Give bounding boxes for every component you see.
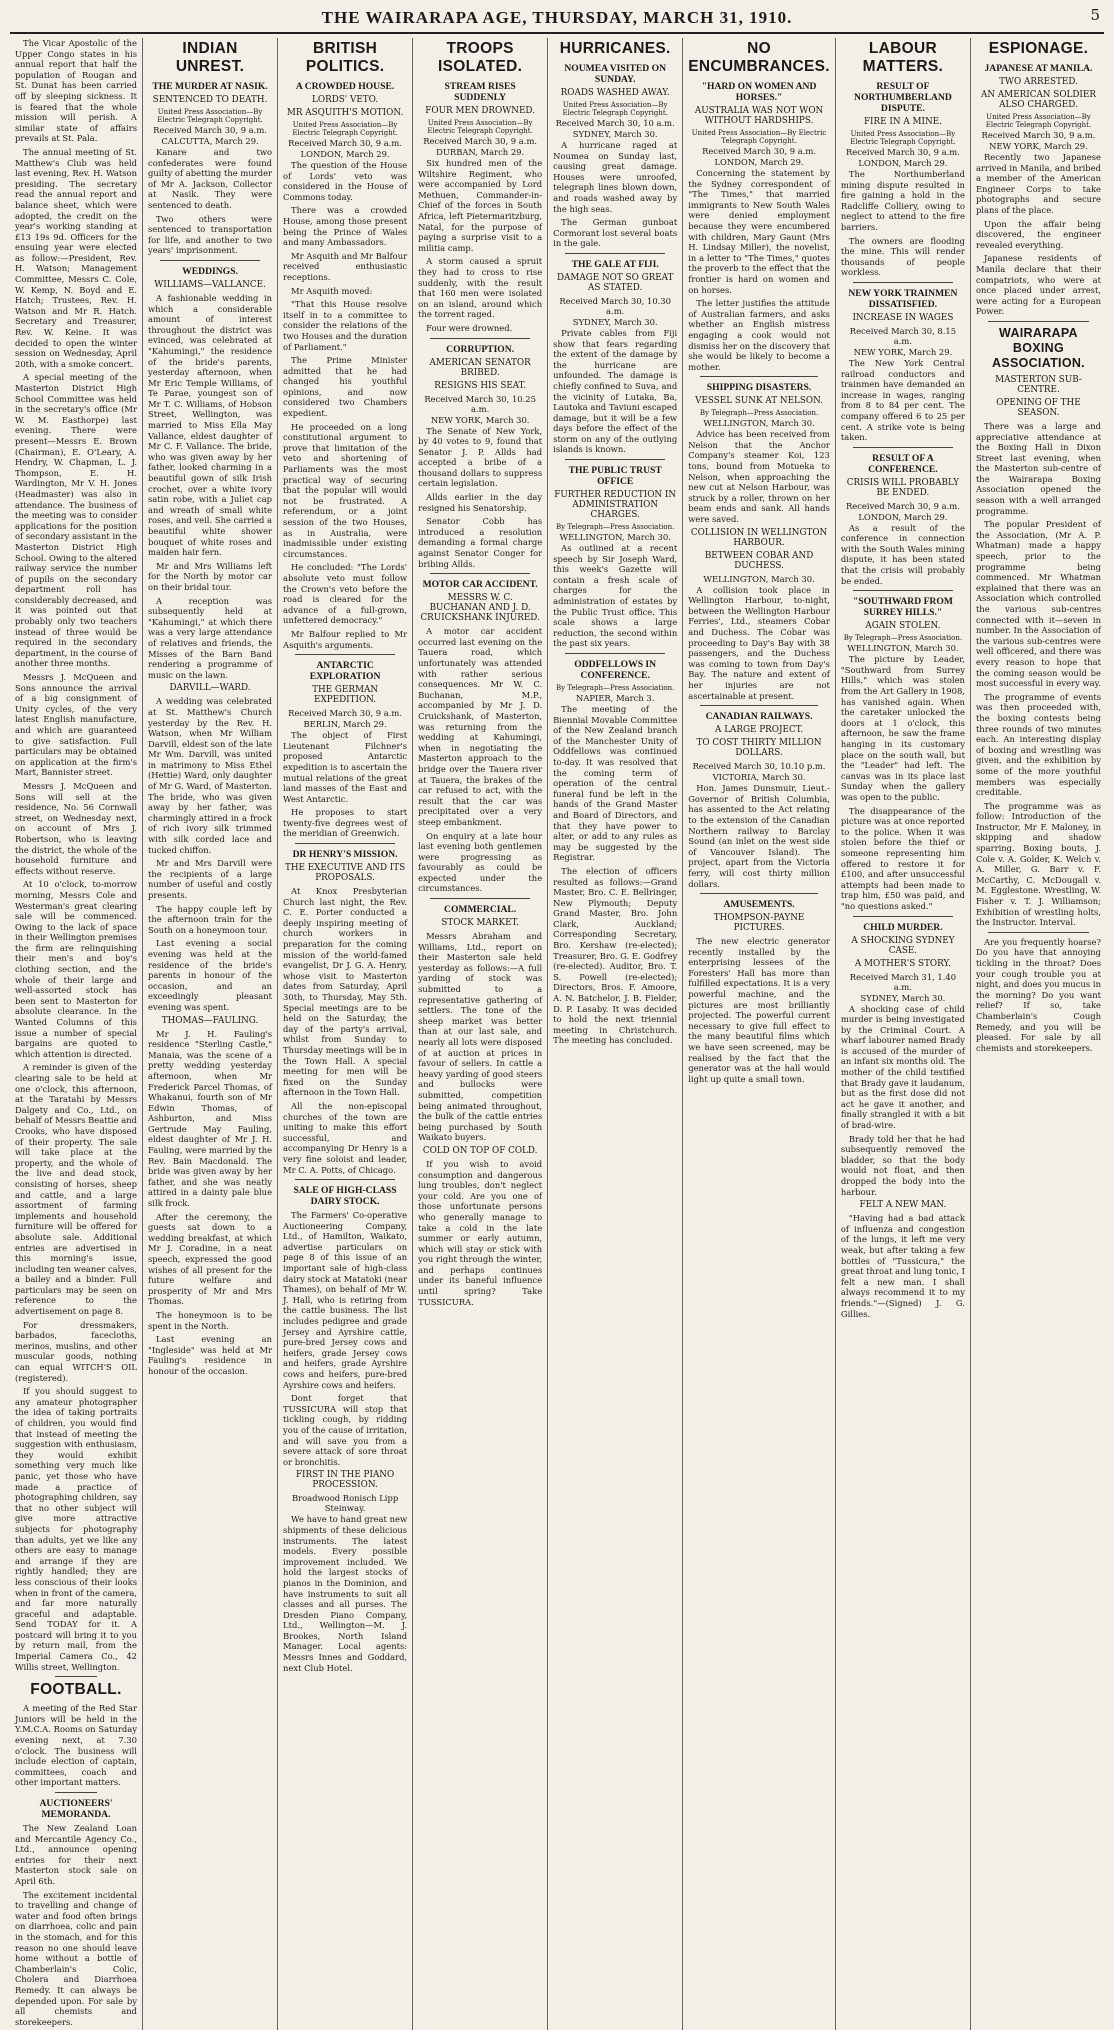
article-head: NEW YORK TRAINMEN DISSATISFIED. [848, 287, 958, 310]
article-head: RESULT OF A CONFERENCE. [868, 452, 938, 475]
article-sub: COLD ON TOP OF COLD. [422, 1145, 538, 1156]
article-head: ODDFELLOWS IN CONFERENCE. [574, 659, 657, 681]
paragraph: The programme was as follow: Introduction of the Instructor, Mr F. Maloney, in skipping and shadow sparring. Boxing bouts, J. Cole v. A. Golder, K. Welch v. A. Miller, G. Barr v. F. McCarthy, C. McDougall v. M. Egglestone. Wrestling, W. Fisher v. T. J. Williamson; Exhibition of wrestling holts, the Instructor. Interval. [975, 800, 1101, 928]
dateline: LONDON, March 29. [300, 149, 390, 159]
article-sub: VESSEL SUNK AT NELSON. [695, 396, 823, 407]
column-7 [836, 38, 971, 2030]
dateline: LONDON, March 29. [714, 157, 804, 167]
article-body [418, 426, 542, 570]
paragraph: Mr Asquith moved: [291, 285, 373, 296]
divider [853, 916, 953, 917]
paragraph: Mr and Mrs Williams left for the North by motor car on their bridal tour. [148, 560, 273, 592]
paragraph: For dressmakers, barbados, facecloths, merinos, muslins, and other muscular goods, nothing can equal WITCH'S OIL (registered). [15, 1319, 137, 1383]
piano-brands: Broadwood Ronisch Lipp Steinway. [291, 1493, 399, 1514]
paragraph: Concerning the statement by the Sydney correspondent of "The Times," that married immigrants to New South Wales were denied employment because they were encumbered with children, Mary Gaunt (Mrs H. Lindsay Miller), the novelist, in a letter to "The Times," quotes the proverb to the effect that the frontier is hard on women and on horses. [688, 168, 830, 295]
column-5 [548, 38, 683, 2030]
divider [700, 376, 818, 377]
article-sub: DARVILL—WARD. [169, 683, 251, 694]
paragraph: On enquiry at a late hour last evening both gentlemen were progressing as favourably as could be expected under the circumstances. [418, 830, 543, 894]
received-line: Received March 31, 1.40 a.m. [849, 971, 957, 992]
article-sub: AN AMERICAN SOLDIER ALSO CHARGED. [980, 90, 1096, 110]
divider [853, 447, 953, 448]
article-body [841, 654, 965, 911]
paragraph: The German gunboat Cormorant lost several boats in the gale. [553, 217, 678, 249]
paragraph: Mr Balfour replied to Mr Asquith's arguments. [283, 628, 408, 650]
paragraph: The New Zealand Loan and Mercantile Agency Co., Ltd., announce opening entries for their next Masterton stock sale on April 6th. [15, 1823, 137, 1886]
divider [295, 654, 395, 655]
received-line: Received March 30, 10.25 a.m. [424, 393, 536, 414]
dateline: NEW YORK, March 29. [989, 141, 1088, 151]
received-line: Received March 30, 9 a.m. [981, 130, 1096, 140]
article-sub: THE GERMAN EXPEDITION. [312, 685, 379, 706]
article-credit: By Telegraph—Press Association. [843, 634, 963, 643]
article-head: "SOUTHWARD FROM SURREY HILLS." [852, 596, 953, 619]
article-credit: United Press Association—By Electric Telegraph Copyright. [562, 101, 668, 117]
divider [565, 459, 665, 460]
article-body [553, 543, 677, 649]
article-sub: COLLISION IN WELLINGTON HARBOUR. [690, 527, 828, 548]
dateline: CALCUTTA, March 29. [161, 136, 259, 146]
paragraph: The object of First Lieutenant Filchner's proposed Antarctic expedition is to ascertain the mutual relations of the great land masses of the East and West Antarctic. [283, 730, 408, 804]
article-body [688, 168, 830, 372]
paragraph: A reminder is given of the clearing sale to be held at one o'clock, this afternoon, at the Taratahi by Messrs Dalgety and Co., Ltd., on behalf of Messrs Beattie and Crooks, who have disposed of their property. The sale will take place at the property, and the whole of the live and dead stock, consisting of horses, sheep and cattle, and a large assortment of farming implements and household furniture will be offered for absolute sale. Additional entries are advertised in this morning's issue, including ten weaner calves, a bailey and a binder. Full particulars may be seen on reference to the advertisement on page 8. [15, 1062, 137, 1317]
article-body [841, 169, 965, 278]
paragraph: A reception was subsequently held at "Kahumingi," at which there was a very large attendance of relatives and friends, the Misses of the Barn Band rendering a programme of music on the lawn. [148, 595, 273, 680]
article-head: COMMERCIAL. [444, 904, 517, 916]
paragraph: Messrs J. McQueen and Sons announce the arrival of a big consignment of Unity cycles, of the very latest English manufacture, and which are guaranteed to give satisfaction. Full particulars may be obtained on application at the firm's Mart, Bannister street. [15, 672, 137, 778]
paragraph: The annual meeting of St. Matthew's Club was held last evening, Rev. H. Watson presiding. The secretary read the annual report and balance sheet, which were adopted, the credit on the year's working standing at £13 19s 9d. Officers for the ensuing year were elected as follow:—President, Rev. H. Watson; Management Committee, Messrs C. Cole, W. Kemp, N. Boyd and E. Hatch; Trustees, Rev. H. Watson and Mr R. Hatch. Secretary and Treasurer, Rev. W. Keine. It was decided to open the winter session on Wednesday, April 20th, with a smoke concert. [15, 146, 137, 369]
paragraph: Senator Cobb has introduced a resolution demanding a formal charge against Senator Conger for bribing Allds. [418, 516, 543, 569]
article-body: Are you frequently hoarse? Do you have that annoying tickling in the throat? Does your cough trouble you at night, and does you mucus in the morning? Do you want relief? If so, take Chamberlain's Cough Remedy, and you will be pleased. For sale by all chemists and storekeepers. [975, 936, 1101, 1053]
paragraph: The Northumberland mining dispute resulted in fire gaining a hold in the Radcliffe Colliery, owing to neglect to attend to the fire barriers. [840, 169, 965, 232]
article-sub: RESIGNS HIS SEAT. [434, 380, 527, 391]
divider [160, 260, 260, 261]
article-body [418, 626, 542, 894]
received-line: Received March 30, 10 a.m. [555, 118, 675, 128]
article-body [976, 421, 1101, 928]
article-body [148, 147, 272, 256]
article-sub: FOUR MEN DROWNED. [425, 106, 535, 116]
dateline: BERLIN, March 29. [303, 719, 387, 730]
paragraph: The Prime Minister admitted that he had changed his youthful opinions, and now considered two Chambers expedient. [283, 355, 408, 419]
article-head: JAPANESE AT MANILA. [984, 63, 1093, 74]
football-heading: FOOTBALL. [30, 1681, 122, 1699]
paragraph: The honeymoon is to be spent in the North. [148, 1309, 273, 1331]
paragraph: The letter justifies the attitude of Australian farmers, and asks whether an English mistress engaging a cook would not dismiss her on the discovery that she would be likely to become a mother. [688, 298, 830, 372]
received-line: Received March 30, 8.15 a.m. [849, 325, 957, 346]
article-head: THE MURDER AT NASIK. [152, 81, 268, 92]
masthead-title: THE WAIRARAPA AGE, THURSDAY, MARCH 31, 1910. [321, 8, 793, 27]
divider [295, 1179, 395, 1180]
article-head: THE GALE AT FIJI. [571, 258, 659, 270]
paragraph: Last evening a social evening was held at the residence of the bride's parents in honour of the occasion, and an exceedingly pleasant evening was spent. [148, 938, 273, 1012]
columns [10, 38, 1106, 2027]
paragraph: A storm caused a spruit they had to cross to rise suddenly, with the result that 160 men were isolated on an island, around which the torrent raged. [418, 256, 543, 320]
article-body [976, 152, 1101, 317]
column-6 [683, 38, 836, 2030]
paragraph: He concluded: "The Lords' absolute veto must follow the Crown's veto before the road is cleared for the advance of a full-grown, unfettered democracy." [283, 562, 408, 626]
paragraph: At Knox Presbyterian Church last night, the Rev. C. E. Porter conducted a deeply inspiring meeting of church workers in preparation for the coming mission of the world-famed evangelist, Dr J. G. A. Henry, whose visit to Masterton dates from Saturday, April 30th, to Thursday, May 5th. Special meetings are to be held on the Saturday, the day of the party's arrival, whilst from Sunday to Thursday meetings will be in the Town Hall. A special meeting for men will be fixed on the Sunday afternoon in the Town Hall. [283, 886, 408, 1098]
paragraph: Mr and Mrs Darvill were the recipients of a large number of useful and costly presents. [148, 858, 273, 900]
paragraph: The New York Central railroad conductors and trainmen have demanded an increase in wages, ranging from 8 to 84 per cent. The company offered 6 to 25 per cent. A strike vote is being taken. [840, 357, 965, 443]
paragraph: There was a large and appreciative attendance at the Boxing Hall in Dixon Street last evening, when the Masterton sub-centre of the Wairarapa Boxing Association opened the season with a well arranged programme. [975, 420, 1101, 516]
boxing-heading: WAIRARAPA BOXING ASSOCIATION. [991, 325, 1085, 370]
article-sub: LORDS' VETO. [312, 95, 379, 105]
article-sub: STOCK MARKET. [441, 918, 519, 929]
article-head: CORRUPTION. [446, 343, 515, 355]
paragraph: A collision took place in Wellington Harbour, to-night, between the Wellington Harbour Ferries', Ltd., steamers Cobar and Duchess. The Cobar was proceeding to Day's Bay with 38 passengers, and the Duchess was coming to town from Day's Bay. The nature and extent of her injuries are not ascertainable at present. [688, 584, 830, 701]
article-sub: THOMAS—FAULING. [161, 1015, 259, 1026]
article-head: MOTOR CAR ACCIDENT. [422, 579, 538, 591]
paragraph: Kanare and two confederates were found guilty of abetting the murder of Mr A. Jackson, Collector at Nasik. They were sentenced to death. [148, 147, 273, 210]
dateline: NEW YORK, March 30. [430, 414, 530, 425]
british-politics-heading: BRITISH POLITICS. [305, 40, 385, 75]
received-line: Received March 30, 10.10 p.m. [692, 761, 826, 772]
column-4 [413, 38, 548, 2030]
article-body: "Having had a bad attack of influenza and congestion of the lungs, it left me very weak, but after taking a few bottles of "Tussicura," the great throat and lung tonic, I felt a new man. I shall always recommend it to my friends."—(Signed) J. G. Gillies. [840, 1213, 965, 1319]
paragraph: The disappearance of the picture was at once reported to the police. When it was stolen before the thief or someone representing him offered to restore it for £100, and after unsuccessful attempts had been made to trap him, £50 was paid, and "no questions asked." [840, 805, 965, 911]
article-head: ANTARCTIC EXPLORATION [309, 660, 381, 683]
paragraph: The picture by Leader, "Southward from Surrey Hills," which was stolen from the Art Gallery in 1908, has vanished again. When the caretaker unlocked the doors at 1 o'clock, this afternoon, he saw the frame hanging in its customary place on the south wall, but the "Leader" had left. The canvas was in its place last Sunday when the gallery was open to the public. [840, 654, 965, 802]
article-sub: AUSTRALIA WAS NOT WON WITHOUT HARDSHIPS. [694, 106, 824, 126]
article-body [688, 936, 830, 1084]
article-credit: By Telegraph—Press Association. [699, 409, 819, 418]
paragraph: Advice has been received from Nelson that the Anchor Company's steamer Koi, 123 tons, bound from Motueka to Nelson, when approaching the new cut at Nelson Harbour, was struck by a roller, thrown on her beam ends and sank. All hands were saved. [688, 429, 830, 525]
received-line: Received March 30, 10.30 a.m. [559, 295, 671, 316]
article-sub: THOMPSON-PAYNE PICTURES. [713, 913, 805, 934]
article-head: CHILD MURDER. [863, 921, 943, 933]
paragraph: If you should suggest to any amateur photographer the idea of taking portraits of children, you would find that instead of meeting the suggestion with enthusiasm, they would exhibit something very much like panic, yet those who have made a practice of photographing children, say that no other subject will give more attractive subjects for photography than adults, yet we like any others are easy to manage and arrange if they are rightly handled; they are less conscious of their looks when in front of the camera, and far more naturally graceful and adaptable. Send TODAY for it. A postcard will bring it to you by return mail, from the Imperial Camera Co., 42 Willis street, Wellington. [15, 1386, 137, 1672]
dateline: WELLINGTON, March 30. [847, 643, 959, 654]
article-body [688, 783, 830, 889]
paragraph: All the non-episcopal churches of the town are uniting to make this effort successful, and accompanying Dr Henry is a very fine soloist and leader, Mr C. A. Potts, of Chicago. [283, 1100, 408, 1175]
article-head: SHIPPING DISASTERS. [706, 382, 812, 394]
article-body [283, 160, 407, 650]
article-credit: By Telegraph—Press Association. [556, 523, 675, 532]
article-sub: SENTENCED TO DEATH. [152, 95, 268, 105]
article-body [283, 886, 407, 1175]
article-sub: FIRST IN THE PIANO PROCESSION. [295, 1470, 395, 1491]
article-body [841, 358, 965, 443]
received-line: Received March 30, 9 a.m. [423, 136, 538, 146]
article-body [688, 429, 830, 524]
paragraph: A special meeting of the Masterton District High School Committee was held in the secretary's office (Mr W. M. Easthorpe) last evening. There were present—Messrs E. Brown (Chairman), E. O'Leary, A. Hendry, W. Chapman, L. J. Thompson, E. H. Wardington, Mr V. H. Jones (Headmaster) was also in attendance. The business of the meeting was to consider applications for the position of secondary assistant in the Masterton District High School. Owing to the altered railway service the number of pupils on the secondary department roll has considerably decreased, and it was pointed out that probably only two teachers instead of three would be required in the secondary department, in the course of another three months. [15, 372, 137, 669]
article-credit: United Press Association—By Electric Telegraph Copyright. [157, 108, 263, 124]
divider [430, 338, 530, 339]
paragraph: Two others were sentenced to transportation for life, and another to two years' imprisonment. [148, 213, 273, 256]
article-body [148, 1029, 272, 1377]
article-sub: TO COST THIRTY MILLION DOLLARS. [696, 738, 822, 759]
paragraph: A motor car accident occurred last evening on the Tauera road, which unfortunately was attended with rather serious consequences. Mr W. C. Buchanan, M.P., accompanied by Mr J. D. Cruickshank, of Masterton, was returning from the wedding at Kahumingi, when in negotiating the Masterton approach to the bridge over the Tauera river at Tauera, the brakes of the car refused to act, with the result that the car was precipitated over a very steep embankment. [418, 626, 543, 827]
article-credit: United Press Association—By Electric Telegraph Copyright. [850, 130, 956, 146]
article-body: If you wish to avoid consumption and dangerous lung troubles, don't neglect your cold. Are you one of those unfortunate persons who generally manage to take a cold in the late summer or early autumn, which will stay or stick with you right through the winter, and perhaps continues under its baneful influence until spring? Take TUSSICURA. [418, 1158, 543, 1307]
article-sub: A MOTHER'S STORY. [854, 958, 951, 969]
received-line: Received March 30, 9 a.m. [702, 146, 816, 156]
paragraph: As outlined at a recent speech by Sir Joseph Ward, this week's Gazette will contain a fresh scale of charges for the administration of estates by the Public Trust office. This scale shows a large reduction, the second within the past six years. [553, 543, 678, 649]
paragraph: Recently two Japanese arrived in Manila, and bribed a member of the American Engineer Corps to take photographs and secure plans of the place. [975, 152, 1101, 215]
column-2 [143, 38, 278, 2030]
article-body [418, 931, 542, 1143]
article-credit: United Press Association—By Electric Telegraph Copyright. [691, 129, 827, 145]
paragraph: Dont forget that TUSSICURA will stop that tickling cough, by ridding you of the cause of irritation, and will save you from a severe attack of sore throat or bronchitis. [283, 1393, 408, 1467]
article-credit: United Press Association—By Electric Telegraph Copyright. [985, 113, 1092, 129]
article-sub: TWO ARRESTED. [999, 77, 1078, 87]
divider [55, 1676, 97, 1677]
article-body [418, 158, 542, 334]
paragraph: "That this House resolve itself in to a committee to consider the relations of the two Houses and the duration of Parliament." [283, 299, 408, 352]
divider [430, 898, 530, 899]
divider [295, 843, 395, 844]
paragraph: Mr Asquith and Mr Balfour received enthusiastic receptions. [283, 250, 408, 282]
col1-paragraphs [15, 38, 137, 1672]
article-credit: United Press Association—By Electric Telegraph Copyright. [292, 121, 398, 137]
paragraph: The programme of events was then proceeded with, the boxing contests being three rounds of two minutes each. An interesting display of boxing and wrestling was given, and the exhibition by some of the more youthful members was especially creditable. [975, 691, 1101, 798]
article-sub: MR ASQUITH'S MOTION. [286, 108, 404, 118]
article-head: SALE OF HIGH-CLASS DAIRY STOCK. [293, 1185, 397, 1208]
article-credit: By Telegraph—Press Association. [556, 684, 675, 692]
article-body [553, 140, 677, 249]
paragraph: He proceeded on a long constitutional argument to prove that limitation of the veto and shortening of Parliaments was the most practical way of securing that the popular will would not be frustrated. A referendum, or a joint session of the two Houses, as in Australia, were inadmissible under existing circumstances. [283, 421, 408, 559]
paragraph: Japanese residents of Manila declare that their compatriots, who were at once placed under arrest, were acting for a European Power. [975, 253, 1101, 317]
indian-unrest-heading: INDIAN UNREST. [175, 40, 245, 75]
article-sub: INCREASE IN WAGES [852, 312, 954, 323]
no-encumbrances-heading: NO ENCUMBRANCES. [688, 40, 830, 75]
divider [565, 653, 665, 654]
dateline: SYDNEY, March 30. [572, 129, 658, 139]
labour-matters-heading: LABOUR MATTERS. [862, 40, 944, 75]
paragraph: The happy couple left by the afternoon train for the South on a honeymoon tour. [148, 903, 273, 935]
article-head: STREAM RISES SUDDENLY [444, 81, 516, 103]
auctioneers-heading: AUCTIONEERS' MEMORANDA. [39, 1798, 113, 1820]
weddings-heading: WEDDINGS. [182, 265, 238, 277]
divider [988, 932, 1089, 933]
football-text: A meeting of the Red Star Juniors will be held in the Y.M.C.A. Rooms on Saturday evening next, at 7.30 o'clock. The business will include election of captain, committees, coach and other important matters. [15, 1703, 137, 1788]
article-sub: OPENING OF THE SEASON. [996, 397, 1081, 418]
article-head: RESULT OF NORTHUMBERLAND DISPUTE. [854, 81, 952, 114]
paragraph: The new electric generator recently installed by the enterprising lessees of the Foresters' Hall has more than fulfilled expectations. It is a very powerful machine, and the pictures are most brilliantly projected. The powerful current necessary to give full effect to the many beautiful films which we have seen screened, may be realised by the fact that the generator was at the hall would light up quite a small town. [688, 936, 830, 1084]
divider [988, 321, 1089, 322]
article-body [148, 696, 272, 1012]
paragraph: After the ceremony, the guests sat down to a wedding breakfast, at which Mr J. Coradine, in a neat speech, expressed the good wishes of all present for the future welfare and prosperity of Mr and Mrs Thomas. [148, 1211, 273, 1307]
dateline: WELLINGTON, March 30. [703, 418, 815, 429]
received-line: Received March 30, 9 a.m. [288, 138, 402, 148]
column-8 [971, 38, 1106, 2030]
article-head: A CROWDED HOUSE. [295, 81, 395, 92]
paragraph: A wedding was celebrated at St. Matthew's Church yesterday by the Rev. H. Watson, when Mr William Darvill, eldest son of the late Mr Wm. Darvill, was united in matrimony to Miss Ethel (Hettie) Ward, only daughter of Mr G. Ward, of Masterton. The bride, who was given away by her father, was charmingly attired in a frock of rich ivory silk trimmed with silk corded lace and tucked chiffon. [148, 696, 273, 855]
paragraph: The election of officers resulted as follows:—Grand Master, Bro. C. E. Bellringer, New Plymouth; Deputy Grand Master, Bro. John Clark, Auckland; Corresponding Secretary, Bro. Kershaw (re-elected); Treasurer, Bro. G. E. Godfrey (re-elected). Auditor, Bro. T. S. Powell (re-elected); Directors, Bros. F. Amoore, A. N. Batchelor, J. B. Fielder, D. P. Lasaby. It was decided to hold the next triennial meeting in Christchurch. The meeting has concluded. [553, 865, 678, 1046]
article-body: We have to hand great new shipments of these delicious instruments. The latest models. Every possible improvement included. We hold the largest stocks of pianos in the Dominion, and have instruments to suit all classes and all purses. The Dresden Piano Company, Ltd., Wellington—M. J. Brookes, North Island Manager. Local agents: Messrs Innes and Goddard, next Club Hotel. [283, 1514, 408, 1673]
dateline: NEW YORK, March 29. [853, 346, 953, 357]
article-head: "HARD ON WOMEN AND HORSES." [701, 81, 817, 103]
article-sub: MASTERTON SUB-CENTRE. [995, 374, 1082, 395]
paragraph: Hon. James Dunsmuir, Lieut.-Governor of British Columbia, has assented to the Act relating to the extension of the Canadian Northern railway to Barclay Sound (an inlet on the west side of Vancouver Island). The project, apart from the Victoria ferry, will cost thirty million dollars. [688, 783, 830, 889]
paragraph: A shocking case of child murder is being investigated by the Criminal Court. A wharf labourer named Brady is accused of the murder of an infant six months old. The mother of the child testified that Brady gave it laudanum, but as the first dose did not act he gave it another, and finally strangled it with a bit of brad-wire. [840, 1003, 965, 1131]
received-line: Received March 30, 9 a.m. [153, 125, 267, 135]
article-head: THE PUBLIC TRUST OFFICE [568, 465, 662, 488]
paragraph: The Farmers' Co-operative Auctioneering Company, Ltd., of Hamilton, Waikato, advertise particulars on page 8 of this issue of an important sale of high-class dairy stock at Matatoki (near Thames), on behalf of Mr W. J. Hall, who is retiring from the cattle business. The list includes pedigree and grade Jersey and Ayrshire cattle, pure-bred Jersey cows and heifers, grade Jersey cows and heifers, grade Ayrshire cows and heifers, pure-bred Ayrshire cows and heifers. [283, 1210, 408, 1390]
paragraph: As a result of the conference in connection with the South Wales mining dispute, it has been stated that the crisis will probably be ended. [840, 522, 965, 586]
article-body [841, 523, 965, 587]
article-sub: AGAIN STOLEN. [865, 621, 941, 632]
paragraph: A fashionable wedding in which a considerable amount of interest throughout the district was evinced, was celebrated at "Kahumingi," the residence of the bride's parents, yesterday afternoon, when Mr Eric Temple Williams, of Te Parae, youngest son of Mr T. C. Williams, of Hobson Street, Wellington, was married to Miss Ella May Vallance, eldest daughter of Mr C. F. Vallance. The bride, who was given away by her father, looked charming in a beautiful gown of silk Irish crochet, over a white ivory satin robe, with a Juliet cap and wreath of small white roses, and veil. She carried a beautiful white shower bouquet of white roses and maiden hair fern. [148, 292, 273, 558]
paragraph: Upon the affair being discovered, the engineer revealed everything. [975, 218, 1101, 250]
article-body [841, 1004, 965, 1198]
article-credit: United Press Association—By Electric Telegraph Copyright. [427, 119, 533, 135]
received-line: Received March 30, 9 a.m. [288, 708, 402, 719]
column-3 [278, 38, 413, 2030]
masthead [10, 4, 1104, 34]
hurricanes-heading: HURRICANES. [559, 40, 671, 57]
paragraph: Messrs J. McQueen and Sons will sell at the residence, No. 56 Cornwall street, on Wednesday next, on account of Mrs J. Robertson, who is leaving the district, the whole of the household furniture and effects without reserve. [15, 780, 137, 876]
paragraph: The owners are flooding the mine. This will render thousands of people workless. [840, 235, 965, 278]
divider [853, 590, 953, 591]
dateline: WELLINGTON, March 30. [703, 573, 815, 584]
article-sub: AMERICAN SENATOR BRIBED. [429, 357, 531, 378]
divider [700, 705, 818, 706]
article-head: NOUMEA VISITED ON SUNDAY. [564, 63, 667, 85]
article-sub: FELT A NEW MAN. [859, 1200, 947, 1211]
received-line: Received March 30, 9 a.m. [845, 147, 960, 157]
paragraph: Allds earlier in the day resigned his Senatorship. [418, 492, 543, 513]
paragraph: Four were drowned. [426, 322, 513, 333]
paragraph: There was a crowded House, among those present being the Prince of Wales and many Ambassadors. [283, 205, 408, 248]
dateline: LONDON, March 29. [858, 158, 948, 168]
article-body [553, 328, 677, 455]
article-sub: ROADS WASHED AWAY. [560, 88, 670, 98]
article-body [553, 704, 677, 1046]
article-sub: A SHOCKING SYDNEY CASE. [851, 935, 955, 956]
article-head: DR HENRY'S MISSION. [292, 849, 398, 861]
article-sub: THE EXECUTIVE AND ITS PROPOSALS. [284, 863, 406, 884]
troops-isolated-heading: TROOPS ISOLATED. [438, 40, 523, 75]
espionage-heading: ESPIONAGE. [988, 40, 1089, 57]
dateline: NAPIER, March 3. [576, 693, 655, 703]
article-sub: A LARGE PROJECT. [715, 725, 804, 736]
divider [700, 893, 818, 894]
column-1 [10, 38, 143, 2030]
article-sub: DAMAGE NOT SO GREAT AS STATED. [556, 272, 674, 293]
dateline: SYDNEY, March 30. [860, 992, 946, 1003]
dateline: VICTORIA, March 30. [712, 772, 806, 783]
divider [55, 1792, 97, 1793]
paragraph: A hurricane raged at Noumea on Sunday last, causing great damage. Houses were unroofed, telegraph lines blown down, and roads washed away by the high seas. [553, 140, 678, 214]
article-sub: WILLIAMS—VALLANCE. [154, 279, 266, 290]
dateline: WELLINGTON, March 30. [559, 532, 671, 543]
paragraph: The Vicar Apostolic of the Upper Congo states in his annual report that half the population of Rougan and St. Dunat has been carried off by sleeping sickness. It is feared that the whole mission will perish. A similar state of affairs prevails at St. Pala. [15, 38, 137, 144]
article-sub: BETWEEN COBAR AND DUCHESS. [704, 550, 814, 571]
divider [430, 573, 530, 574]
paragraph: Last evening an "Ingleside" was held at Mr Fauling's residence in honour of the occasion. [148, 1334, 273, 1376]
dateline: LONDON, March 29. [858, 511, 948, 522]
dateline: SYDNEY, March 30. [572, 316, 658, 327]
divider [853, 282, 953, 283]
article-head: CANADIAN RAILWAYS. [705, 711, 813, 723]
received-line: Received March 30, 9 a.m. [845, 500, 960, 511]
article-sub: FURTHER REDUCTION IN ADMINISTRATION CHARGES. [554, 490, 677, 521]
paragraph: The Senate of New York, by 40 votes to 9, found that Senator J. P. Allds had accepted a bribe of a thousand dollars to suppress certain legislation. [418, 425, 543, 489]
article-body [688, 585, 830, 702]
article-body [283, 730, 407, 839]
article-sub: CRISIS WILL PROBABLY BE ENDED. [846, 477, 960, 498]
auctioneers-text [15, 1823, 137, 2027]
paragraph: He proposes to start twenty-five degrees west of the meridian of Greenwich. [283, 807, 408, 839]
page-number: 5 [1090, 6, 1100, 24]
paragraph: At 10 o'clock, to-morrow morning, Messrs Cole and Westerman's great clearing sale will be commenced. Owing to the lack of space in their Wellington premises the firm are relinquishing their men's and boy's clothing section, and the whole of their large and well-assorted stock has been sent to Masterton for absolute clearance. In the Wanted Columns of this issue a number of special bargains are quoted to which attention is directed. [15, 879, 137, 1059]
paragraph: Messrs Abraham and Williams, Ltd., report on their Masterton sale held yesterday as follows:—A full yarding of stock was submitted to a representative gathering of settlers. The tone of the sheep market was better than at our last sale, and nearly all lots were disposed of at auction at prices in favour of sellers. In cattle a heavy yarding of good steers and bullocks were submitted, competition being animated throughout, the bulk of the cattle entries being purchased by South Waikato buyers. [418, 931, 543, 1143]
article-sub: FIRE IN A MINE. [863, 117, 942, 127]
dateline: DURBAN, March 29. [436, 147, 525, 157]
article-sub: MESSRS W. C. BUCHANAN AND J. D. CRUICKSHANK INJURED. [420, 593, 540, 624]
paragraph: Private cables from Fiji show that fears regarding the extent of the damage by the hurricane are unfounded. The damage is chiefly confined to Suva, and the vicinity of Lutaka, Ba, Lautoka and Taviuni escaped damage, but it will be a few days before the effect of the storm on any of the outlying islands is known. [553, 327, 678, 455]
article-body [283, 1210, 407, 1467]
paragraph: Mr J. H. Fauling's residence "Sterling Castle," Manaia, was the scene of a pretty wedding yesterday afternoon, when Mr Frederick Parcel Thomas, of Whakanui, fourth son of Mr Edwin Thomas, of Ashburton, and Miss Gertrude May Fauling, eldest daughter of Mr J. H. Fauling, were married by the Rev. Bain Macdonald. The bride was given away by her father, and she was neatly attired in a dainty pale blue silk frock. [148, 1028, 273, 1209]
article-body [148, 293, 272, 680]
paragraph: Six hundred men of the Wiltshire Regiment, who were accompanied by Lord Methuen, Commander-in-Chief of the forces in South Africa, left Pietermaritzburg, Natal, for the purpose of paying a surprise visit to a militia camp. [418, 158, 543, 253]
paragraph: The popular President of the Association, (Mr A. P. Whatman) made a happy speech, prior to the programme being commenced. Mr Whatman explained that there was an Association which controlled the various sub-centres connected with it—seven in number. In the Association of the various sub-centres were well officered, and there was every reason to hope that the coming season would be most successful in every way. [975, 519, 1101, 689]
paragraph: The excitement incidental to travelling and change of water and food often brings on diarrhoea, colic and pain in the stomach, and for this reason no one should leave home without a bottle of Chamberlain's Colic, Cholera and Diarrhoea Remedy. It can always be depended upon. For sale by all chemists and storekeepers. [15, 1889, 137, 2027]
paragraph: The question of the House of Lords' veto was considered in the House of Commons today. [283, 160, 408, 202]
paragraph: Brady told her that he had subsequently removed the bladder, so that the body would not float, and then dropped the body into the harbour. [840, 1133, 965, 1197]
paragraph: The meeting of the Biennial Movable Committee of the New Zealand branch of the Manchester Unity of Oddfellows was continued to-day. It was resolved that the coming term of operation of the central funeral fund be left in the hands of the Grand Master and Board of Directors, and that they have power to alter, or add to any rules as may be suggested by the Registrar. [553, 704, 678, 863]
article-head: AMUSEMENTS. [723, 899, 795, 911]
divider [565, 253, 665, 254]
